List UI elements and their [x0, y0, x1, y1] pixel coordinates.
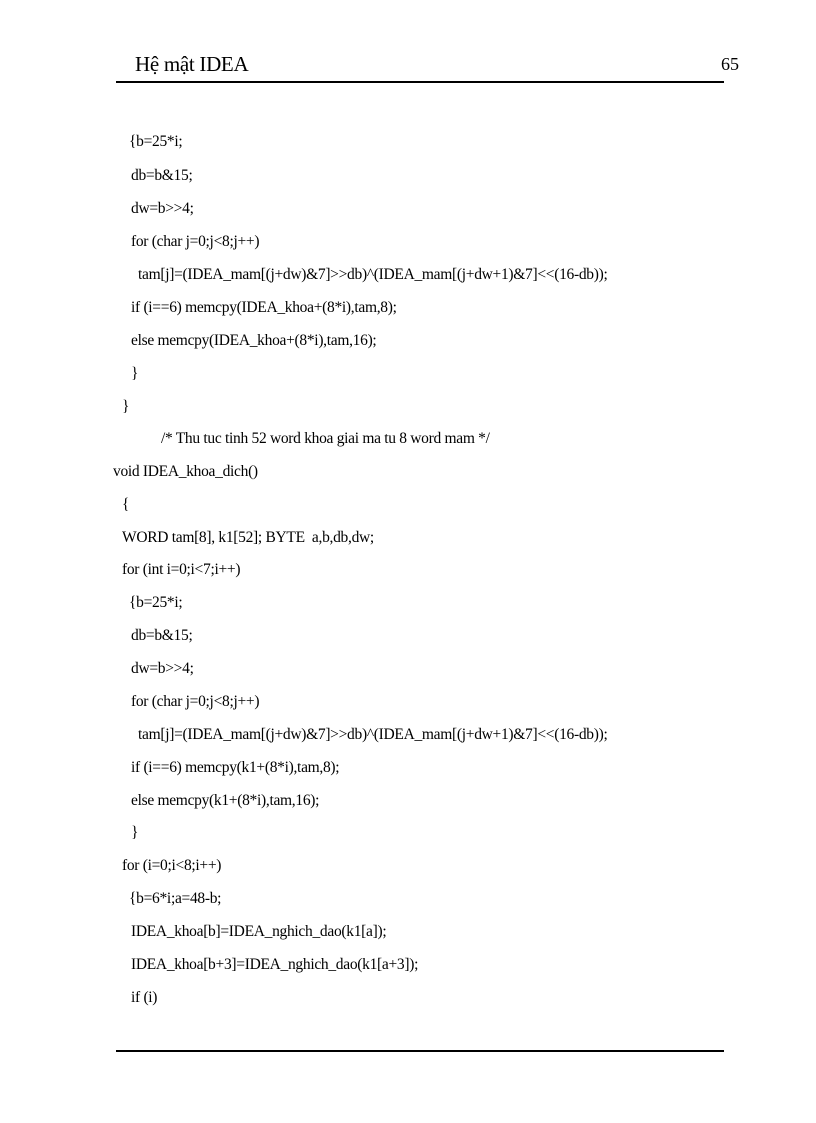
code-line: else memcpy(k1+(8*i),tam,16); [131, 792, 320, 809]
code-line: {b=6*i;a=48-b; [129, 890, 222, 907]
code-line: if (i) [131, 989, 158, 1006]
code-line: WORD tam[8], k1[52]; BYTE a,b,db,dw; [122, 529, 374, 546]
code-line: {b=25*i; [129, 133, 183, 150]
code-line: void IDEA_khoa_dich() [113, 463, 258, 480]
footer-rule [116, 1050, 724, 1052]
code-line: tam[j]=(IDEA_mam[(j+dw)&7]>>db)^(IDEA_mam[(j+dw+1)&7]<<(16-db)); [138, 726, 608, 743]
code-line: else memcpy(IDEA_khoa+(8*i),tam,16); [131, 332, 377, 349]
code-line: for (char j=0;j<8;j++) [131, 693, 260, 710]
code-line: if (i==6) memcpy(k1+(8*i),tam,8); [131, 759, 340, 776]
code-line: db=b&15; [131, 167, 193, 184]
code-line: } [122, 398, 130, 415]
code-line: db=b&15; [131, 627, 193, 644]
header-rule [116, 81, 724, 83]
code-line: for (int i=0;i<7;i++) [122, 561, 241, 578]
page-number: 65 [721, 54, 739, 74]
code-line: dw=b>>4; [131, 660, 194, 677]
code-line: } [131, 365, 139, 382]
code-line: {b=25*i; [129, 594, 183, 611]
code-line: if (i==6) memcpy(IDEA_khoa+(8*i),tam,8); [131, 299, 397, 316]
code-line: tam[j]=(IDEA_mam[(j+dw)&7]>>db)^(IDEA_mam[(j+dw+1)&7]<<(16-db)); [138, 266, 608, 283]
code-line: IDEA_khoa[b]=IDEA_nghich_dao(k1[a]); [131, 923, 387, 940]
code-line: { [122, 496, 130, 513]
code-line: IDEA_khoa[b+3]=IDEA_nghich_dao(k1[a+3]); [131, 956, 419, 973]
code-line: for (char j=0;j<8;j++) [131, 233, 260, 250]
code-line: for (i=0;i<8;i++) [122, 857, 222, 874]
code-line: dw=b>>4; [131, 200, 194, 217]
header-title: Hệ mật IDEA [135, 52, 249, 76]
code-line: } [131, 824, 139, 841]
code-comment: /* Thu tuc tinh 52 word khoa giai ma tu 8 word mam */ [161, 430, 490, 447]
